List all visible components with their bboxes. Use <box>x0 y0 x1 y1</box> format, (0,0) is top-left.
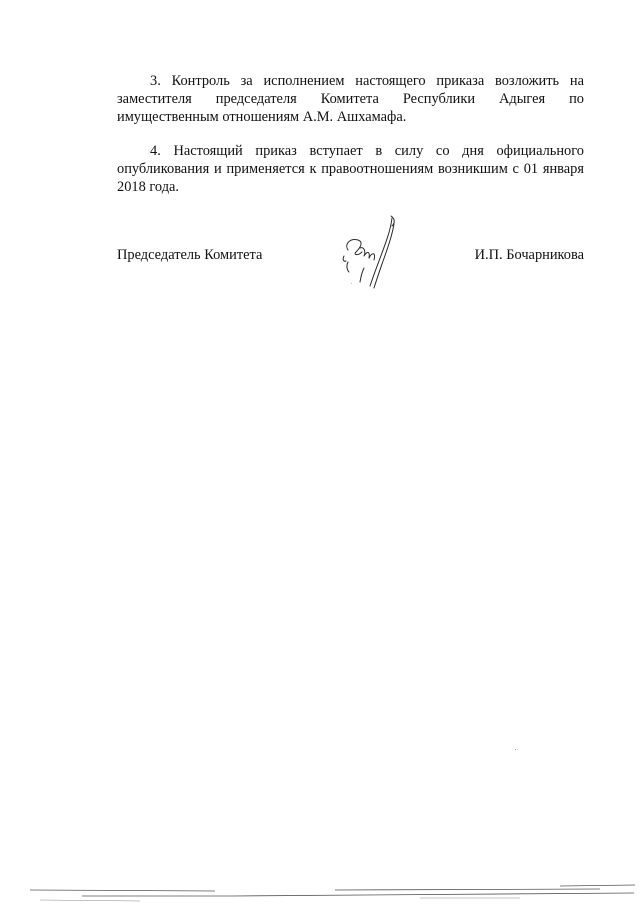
paragraph-3-text: 3. Контроль за исполнением настоящего приказа возложить на заместителя председателя Комитета Республики Адыгея по имущественным отношениям А.М. Ашхамафа. <box>117 73 584 125</box>
footer-scan-lines <box>0 876 640 906</box>
paragraph-4-text: 4. Настоящий приказ вступает в силу со дня официального опубликования и применяется к правоотношениям возникшим с 01 января 2018 года. <box>117 143 584 195</box>
paragraph-3 <box>117 72 584 126</box>
paragraph-4 <box>117 142 584 196</box>
scan-speck <box>351 283 352 284</box>
signatory-name: И.П. Бочарникова <box>474 247 584 263</box>
scan-speck <box>515 749 516 750</box>
handwritten-signature-icon <box>334 212 404 290</box>
signatory-title: Председатель Комитета <box>117 247 263 263</box>
